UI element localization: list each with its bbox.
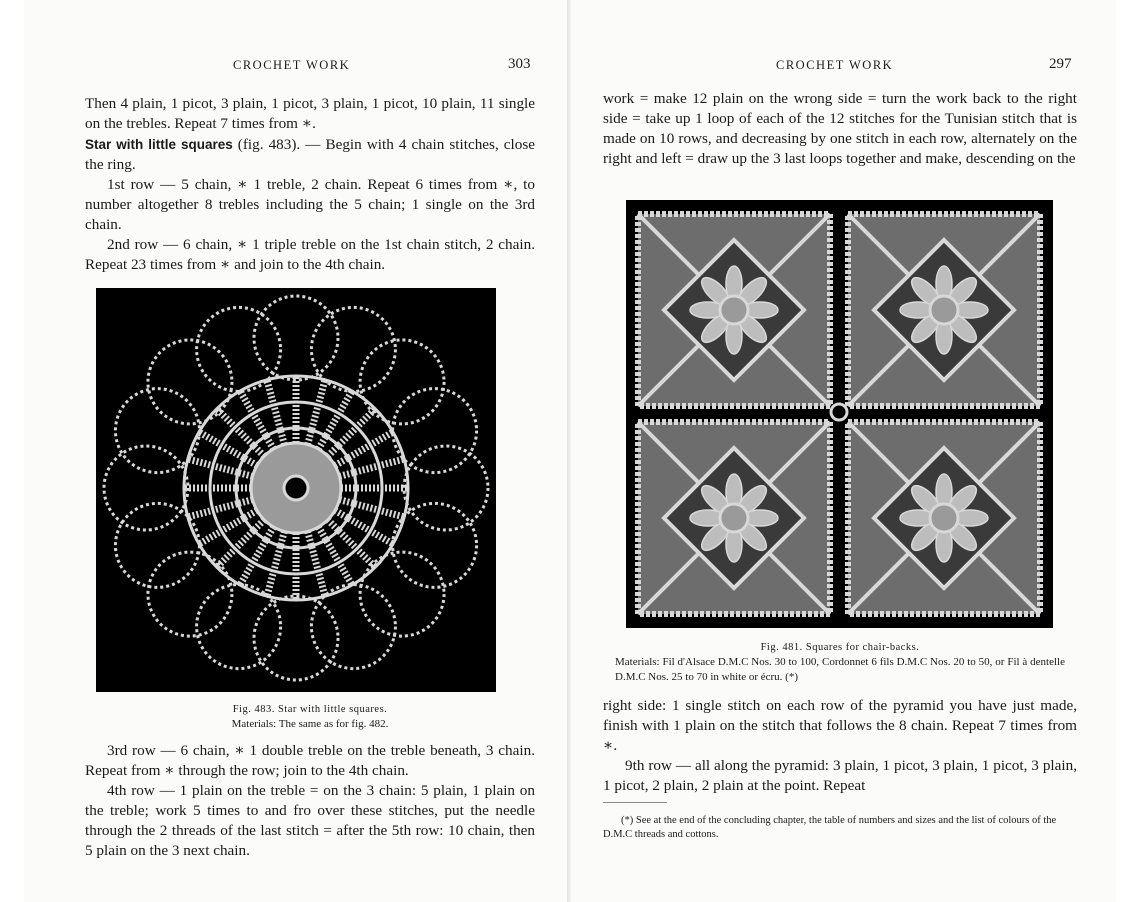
running-header: CROCHET WORK <box>776 58 894 72</box>
flower-center <box>930 504 958 532</box>
paragraph: 2nd row — 6 chain, ∗ 1 triple treble on the 1st chain stitch, 2 chain. Repeat 23 times from ∗ and join to the 4th chain. <box>85 236 535 273</box>
doily-illustration <box>96 288 496 692</box>
paragraph: Then 4 plain, 1 picot, 3 plain, 1 picot, 3 plain, 1 picot, 10 plain, 11 single on the trebles. Repeat 7 times from ∗. <box>85 95 535 132</box>
paragraph: work = make 12 plain on the wrong side = turn the work back to the right side = take up 1 loop of each of the 12 stitches for the Tunisian stitch that is made on 10 rows, and decreasing by one stitch in each row, alternately on the right and left = draw up the 3 last loops together and make, descending on the <box>603 90 1077 167</box>
lace-loop <box>254 296 338 380</box>
squares-illustration <box>626 200 1053 628</box>
lace-loop <box>148 340 232 424</box>
paragraph: right side: 1 single stitch on each row of the pyramid you have just made, finish with 1 plain on the stitch that follows the 8 chain. Repeat 7 times from ∗. <box>603 697 1077 754</box>
left-page <box>24 0 567 902</box>
figure-caption: Fig. 483. Star with little squares. Materials: The same as for fig. 482. <box>85 702 535 732</box>
flower-center <box>720 296 748 324</box>
lace-loop <box>104 446 188 530</box>
lace-loop <box>254 596 338 680</box>
flower-center <box>930 296 958 324</box>
figure-chair-back-squares <box>626 200 1053 628</box>
paragraph: 1st row — 5 chain, ∗ 1 treble, 2 chain. Repeat 6 times from ∗, to number altogether 8 trebles including the 5 chain; 1 single on the 3rd chain. <box>85 176 535 233</box>
paragraph: 9th row — all along the pyramid: 3 plain, 1 picot, 3 plain, 1 picot, 3 plain, 1 picot, 2 plain, 2 plain at the point. Repeat <box>603 757 1077 794</box>
footnote-rule <box>603 802 667 803</box>
right-page <box>571 0 1116 902</box>
paragraph: 4th row — 1 plain on the treble = on the 3 chain: 5 plain, 1 plain on the treble; work 5 times to and fro over these stitches, put the needle through the 2 threads of the last stitch = after the 5th row: 10 chain, then 5 plain on the 3 next chain. <box>85 782 535 859</box>
center-join <box>831 404 847 420</box>
paragraph: Star with little squares (fig. 483). — Begin with 4 chain stitches, close the ring. <box>85 136 535 173</box>
lace-loop <box>148 552 232 636</box>
section-heading: Star with little squares <box>85 137 233 152</box>
footnote: (*) See at the end of the concluding chapter, the table of numbers and sizes and the list of colours of the D.M.C threads and cottons. <box>603 815 1057 840</box>
running-header: CROCHET WORK <box>233 58 351 72</box>
lace-loop <box>404 446 488 530</box>
doily-hub <box>284 476 308 500</box>
figure-materials: Materials: The same as for fig. 482. <box>231 718 389 730</box>
page-number: 303 <box>508 56 531 72</box>
page-number: 297 <box>1049 56 1072 72</box>
paragraph: 3rd row — 6 chain, ∗ 1 double treble on the treble beneath, 3 chain. Repeat from ∗ through the row; join to the 4th chain. <box>85 742 535 779</box>
figure-materials: Materials: Fil d'Alsace D.M.C Nos. 30 to 100, Cordonnet 6 fils D.M.C Nos. 20 to 50, or Fil à dentelle D.M.C Nos. 25 to 70 in white or écru. (*) <box>615 656 1065 683</box>
flower-center <box>720 504 748 532</box>
figure-star-doily <box>96 288 496 692</box>
lace-loop <box>360 552 444 636</box>
figure-caption: Fig. 481. Squares for chair-backs. Materials: Fil d'Alsace D.M.C Nos. 30 to 100, Cordonnet 6 fils D.M.C Nos. 20 to 50, or Fil à dentelle D.M.C Nos. 25 to 70 in white or écru. (*) <box>603 640 1077 685</box>
lace-loop <box>360 340 444 424</box>
